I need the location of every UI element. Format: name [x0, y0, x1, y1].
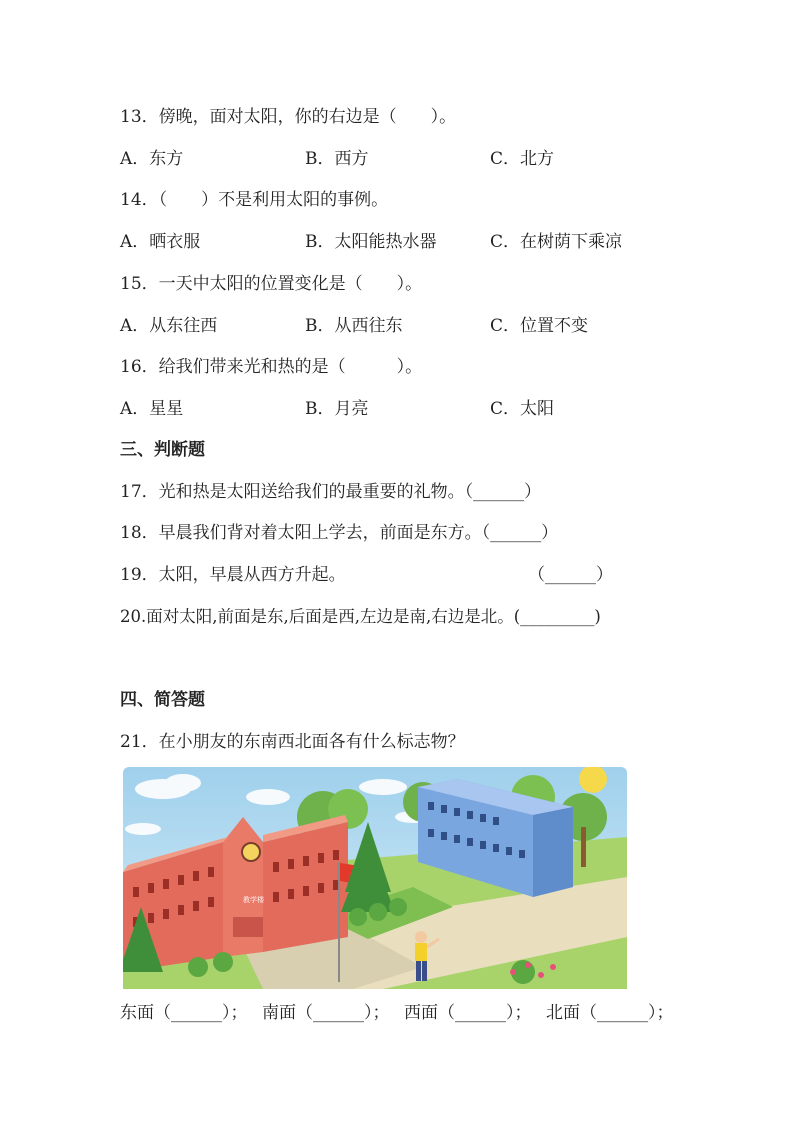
question-16-option-a: A．星星	[120, 399, 184, 419]
campus-illustration	[123, 767, 627, 989]
question-13-option-c: C．北方	[490, 149, 555, 169]
question-20: 20.面对太阳,前面是东,后面是西,左边是南,右边是北。(_________)	[120, 607, 601, 626]
question-16-stem: 16．给我们带来光和热的是（ ）。	[120, 357, 423, 377]
question-14-option-b: B．太阳能热水器	[305, 232, 437, 252]
question-16-option-c: C．太阳	[490, 399, 555, 419]
building-sign: 教学楼	[243, 896, 264, 904]
section-short-answer-heading: 四、简答题	[120, 690, 205, 710]
question-13-option-a: A．东方	[120, 149, 184, 169]
answer-west: 西面（______）；	[404, 1003, 532, 1023]
question-14-stem: 14．（ ）不是利用太阳的事例。	[120, 190, 389, 210]
section-true-false-heading: 三、判断题	[120, 440, 205, 460]
question-16-option-b: B．月亮	[305, 399, 369, 419]
question-13-stem: 13．傍晚，面对太阳，你的右边是（ ）。	[120, 107, 457, 127]
answer-north: 北面（______）；	[546, 1003, 674, 1023]
question-15-option-a: A．从东往西	[120, 316, 218, 336]
answer-east: 东面（______）；	[120, 1003, 248, 1023]
question-17: 17．光和热是太阳送给我们的最重要的礼物。（______）	[120, 482, 542, 502]
question-18: 18．早晨我们背对着太阳上学去，前面是东方。（______）	[120, 523, 559, 543]
question-15-option-c: C．位置不变	[490, 316, 589, 336]
question-14-option-a: A．晒衣服	[120, 232, 201, 252]
question-15-option-b: B．从西往东	[305, 316, 403, 336]
answer-south: 南面（______）；	[262, 1003, 390, 1023]
question-19-text: 19．太阳，早晨从西方升起。	[120, 565, 346, 585]
question-21-stem: 21．在小朋友的东南西北面各有什么标志物？	[120, 732, 465, 752]
question-13-option-b: B．西方	[305, 149, 369, 169]
question-19-blank: （______）	[528, 565, 613, 585]
question-15-stem: 15．一天中太阳的位置变化是（ ）。	[120, 274, 423, 294]
question-14-option-c: C．在树荫下乘凉	[490, 232, 623, 252]
clock-icon	[242, 843, 260, 861]
